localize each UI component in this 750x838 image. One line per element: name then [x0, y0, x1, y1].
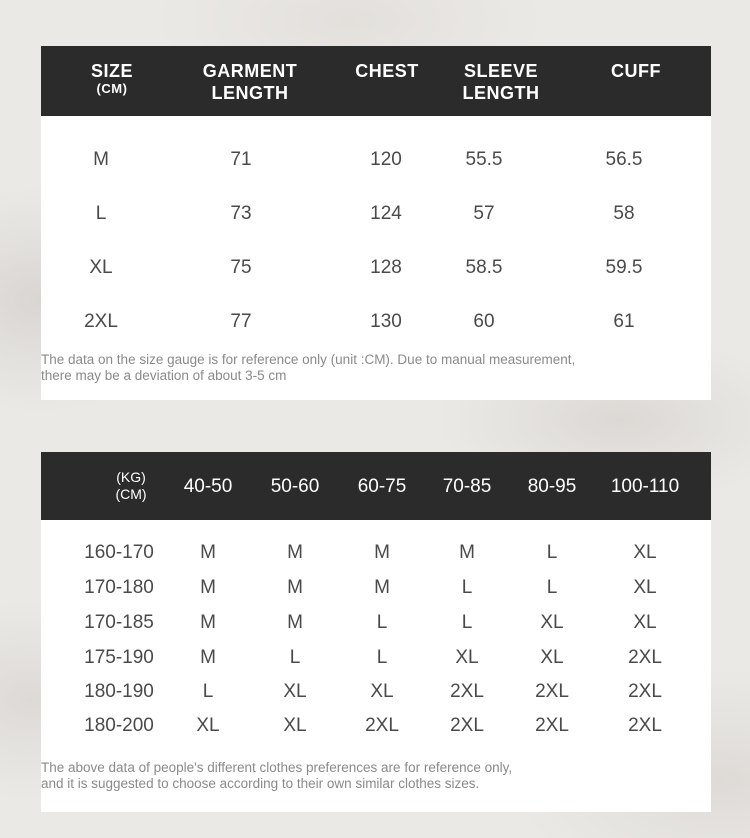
header-cuff: CUFF: [611, 61, 661, 81]
measurement-value: 56.5: [605, 149, 643, 170]
recommended-size: XL: [283, 681, 307, 702]
unit-label: (KG) (CM): [115, 469, 147, 502]
recommended-size: M: [200, 612, 216, 633]
recommended-size: XL: [283, 715, 307, 736]
recommended-size: 2XL: [628, 681, 662, 702]
measurement-value: 77: [230, 311, 252, 332]
recommended-size: XL: [633, 577, 657, 598]
measurement-table-header: [41, 46, 711, 116]
recommendation-note: The above data of people's different clothes preferences are for reference only, and it is suggested to choose according to their own similar clothes sizes.: [41, 760, 513, 791]
recommended-size: L: [289, 647, 301, 668]
measurement-value: 59.5: [605, 257, 643, 278]
recommended-size: M: [374, 577, 390, 598]
recommended-size: M: [287, 542, 303, 563]
recommended-size: M: [200, 577, 216, 598]
measurement-value: 124: [370, 203, 402, 224]
weight-range-header: 40-50: [183, 476, 233, 497]
height-range: 175-190: [84, 647, 154, 668]
measurement-table: [41, 46, 711, 400]
recommended-size: 2XL: [628, 647, 662, 668]
measurement-value: 120: [370, 149, 402, 170]
recommended-size: 2XL: [535, 681, 569, 702]
header-size: SIZE (CM): [90, 61, 134, 96]
size-recommendation-table: [41, 452, 711, 812]
size-label: 2XL: [84, 311, 118, 332]
recommended-size: M: [200, 542, 216, 563]
recommended-size: XL: [370, 681, 394, 702]
recommended-size: L: [376, 612, 388, 633]
measurement-note: The data on the size gauge is for reference only (unit :CM). Due to manual measurement, there may be a deviation of about 3-5 cm: [41, 352, 576, 383]
recommended-size: 2XL: [450, 715, 484, 736]
recommended-size: 2XL: [535, 715, 569, 736]
weight-range-header: 100-110: [610, 476, 680, 497]
recommended-size: L: [202, 681, 214, 702]
measurement-value: 73: [230, 203, 252, 224]
recommended-size: 2XL: [450, 681, 484, 702]
measurement-value: 58: [613, 203, 635, 224]
measurement-value: 55.5: [465, 149, 503, 170]
recommended-size: 2XL: [628, 715, 662, 736]
height-range: 180-200: [84, 715, 154, 736]
recommended-size: M: [459, 542, 475, 563]
recommended-size: XL: [540, 647, 564, 668]
weight-range-header: 70-85: [442, 476, 492, 497]
measurement-value: 75: [230, 257, 252, 278]
recommended-size: XL: [633, 542, 657, 563]
measurement-value: 60: [473, 311, 495, 332]
recommended-size: XL: [540, 612, 564, 633]
measurement-value: 128: [370, 257, 402, 278]
measurement-value: 71: [230, 149, 252, 170]
weight-range-header: 50-60: [270, 476, 320, 497]
recommended-size: XL: [196, 715, 220, 736]
header-garment-length: GARMENT LENGTH: [202, 61, 298, 103]
recommended-size: 2XL: [365, 715, 399, 736]
size-label: XL: [89, 257, 113, 278]
recommended-size: L: [546, 542, 558, 563]
recommended-size: L: [546, 577, 558, 598]
recommended-size: M: [287, 577, 303, 598]
recommended-size: L: [461, 612, 473, 633]
weight-range-header: 60-75: [357, 476, 407, 497]
header-chest: CHEST: [355, 61, 419, 81]
size-label: L: [95, 203, 107, 224]
recommended-size: L: [376, 647, 388, 668]
recommended-size: XL: [633, 612, 657, 633]
measurement-value: 61: [613, 311, 635, 332]
height-range: 170-180: [84, 577, 154, 598]
recommended-size: M: [374, 542, 390, 563]
weight-range-header: 80-95: [527, 476, 577, 497]
recommended-size: XL: [455, 647, 479, 668]
size-label: M: [93, 149, 109, 170]
height-range: 160-170: [84, 542, 154, 563]
recommended-size: M: [200, 647, 216, 668]
height-range: 180-190: [84, 681, 154, 702]
recommendation-header: [41, 452, 711, 520]
measurement-value: 130: [370, 311, 402, 332]
header-sleeve-length: SLEEVE LENGTH: [462, 61, 540, 103]
measurement-value: 58.5: [465, 257, 503, 278]
recommended-size: L: [461, 577, 473, 598]
measurement-value: 57: [473, 203, 495, 224]
recommended-size: M: [287, 612, 303, 633]
height-range: 170-185: [84, 612, 154, 633]
